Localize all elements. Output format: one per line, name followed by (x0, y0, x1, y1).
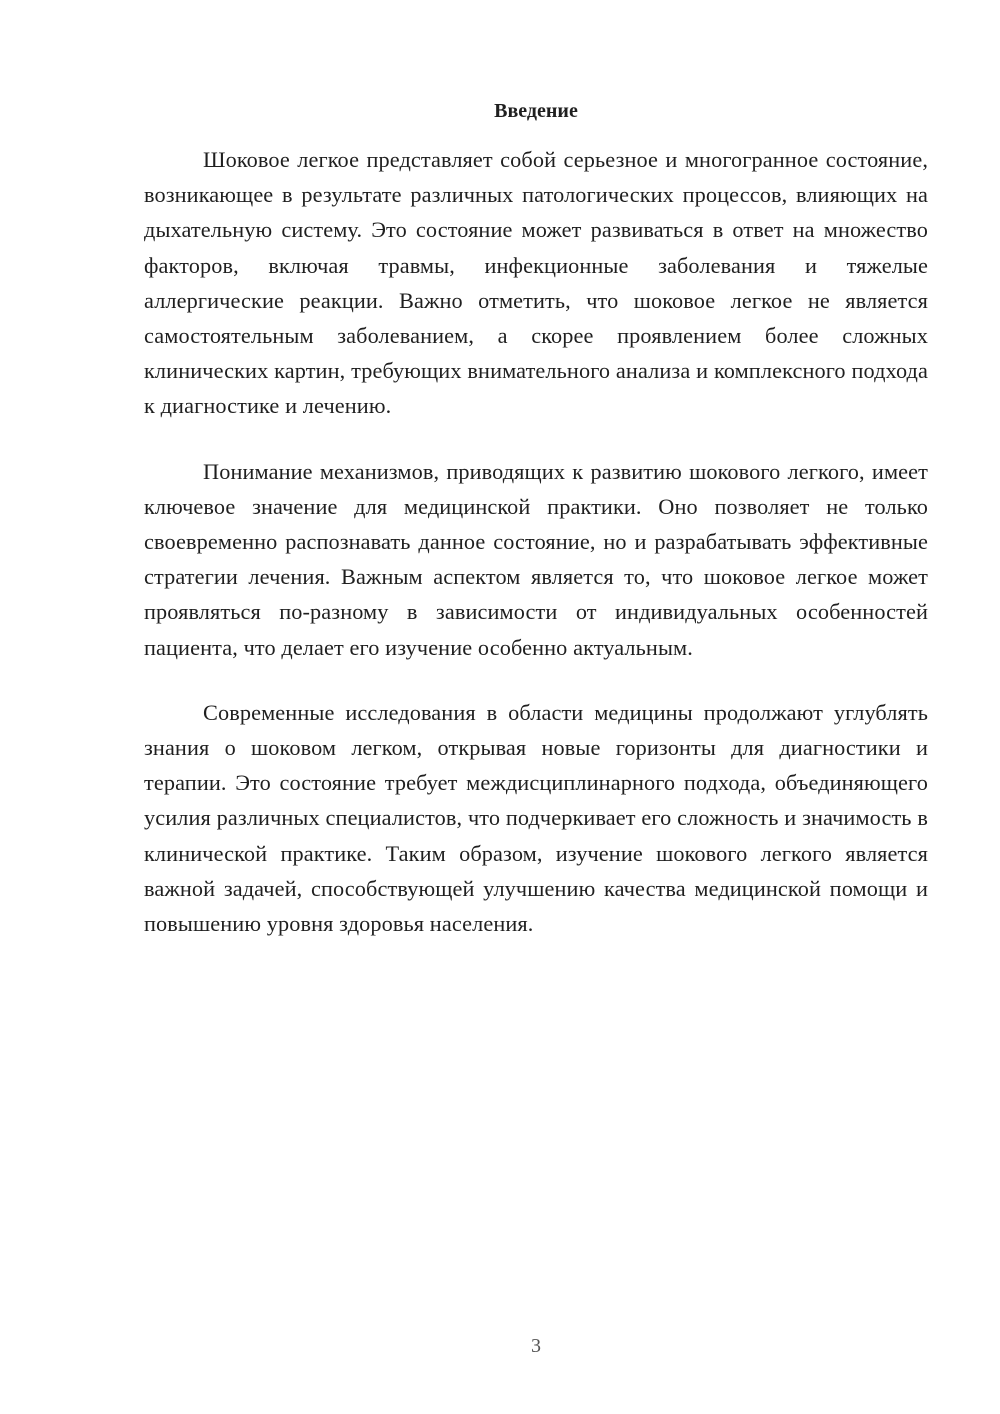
paragraph-1: Шоковое легкое представляет собой серьезное и многогранное состояние, возникающее в результате различных патологических процессов, влияющих на дыхательную систему. Это состояние может развиваться в ответ на множество факторов, включая травмы, инфекционные заболевания и тяжелые аллергические реакции. Важно отметить, что шоковое легкое не является самостоятельным заболеванием, а скорее проявлением более сложных клинических картин, требующих внимательного анализа и комплексного подхода к диагностике и лечению. (144, 147, 928, 419)
body-text (144, 142, 928, 941)
section-heading: Введение (494, 100, 578, 122)
paragraph-3: Современные исследования в области медицины продолжают углублять знания о шоковом легком, открывая новые горизонты для диагностики и терапии. Это состояние требует междисциплинарного подхода, объединяющего усилия различных специалистов, что подчеркивает его сложность и значимость в клинической практике. Таким образом, изучение шокового легкого является важной задачей, способствующей улучшению качества медицинской помощи и повышению уровня здоровья населения. (144, 699, 928, 937)
paragraph-2: Понимание механизмов, приводящих к развитию шокового легкого, имеет ключевое значение для медицинской практики. Оно позволяет не только своевременно распознавать данное состояние, но и разрабатывать эффективные стратегии лечения. Важным аспектом является то, что шоковое легкое может проявляться по-разному в зависимости от индивидуальных особенностей пациента, что делает его изучение особенно актуальным. (144, 458, 928, 660)
page-number: 3 (531, 1335, 541, 1357)
